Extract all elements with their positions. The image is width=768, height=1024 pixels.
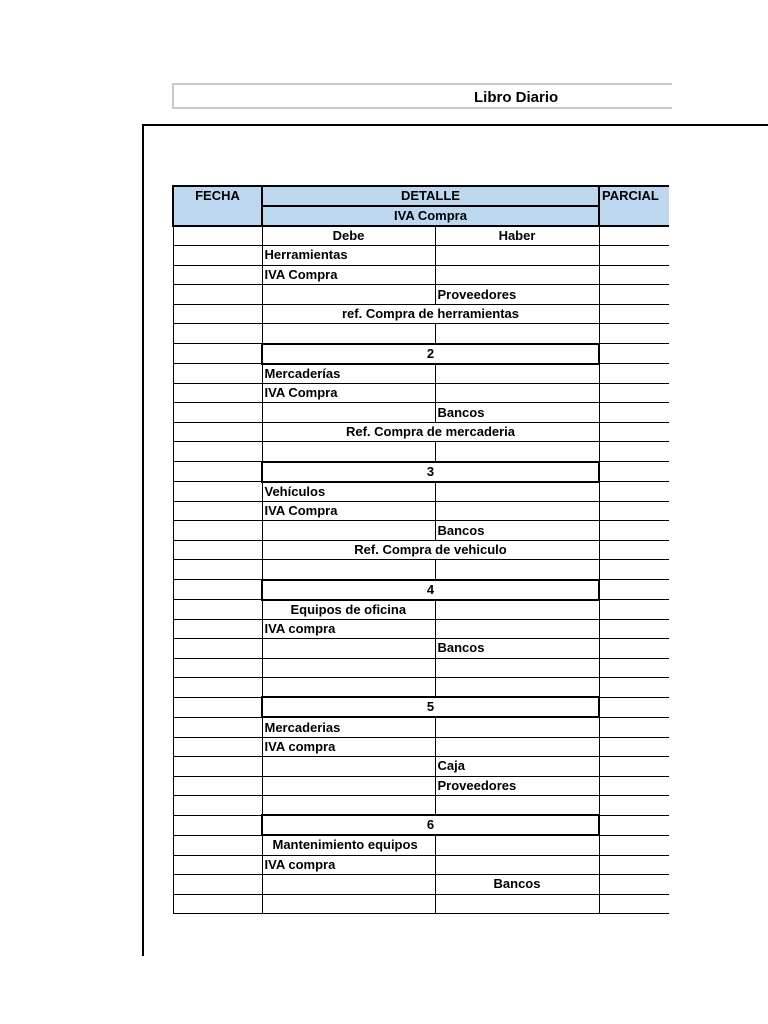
entry3-credit1: Bancos xyxy=(435,521,599,541)
table-row xyxy=(173,658,669,678)
table-row xyxy=(173,482,669,502)
entry5-credit2: Proveedores xyxy=(435,776,599,796)
table-row xyxy=(173,835,669,855)
table-row xyxy=(173,580,669,600)
table-row xyxy=(173,324,669,344)
entry5-debit1: Mercaderias xyxy=(262,717,435,737)
table-row xyxy=(173,364,669,384)
entry4-debit1: Equipos de oficina xyxy=(262,600,435,620)
column-debe: Debe xyxy=(262,226,435,246)
table-row xyxy=(173,265,669,285)
entry3-debit2: IVA Compra xyxy=(262,501,435,521)
table-row xyxy=(173,855,669,875)
entry2-credit1: Bancos xyxy=(435,403,599,423)
header-row xyxy=(173,186,669,206)
table-row xyxy=(173,226,669,246)
entry4-debit2: IVA compra xyxy=(262,619,435,639)
table-row xyxy=(173,285,669,305)
table-row xyxy=(173,815,669,835)
table-row xyxy=(173,737,669,757)
table-row xyxy=(173,796,669,816)
table-row xyxy=(173,600,669,620)
table-row xyxy=(173,540,669,560)
table-row xyxy=(173,521,669,541)
header-fecha: FECHA xyxy=(173,186,262,226)
entry3-ref: Ref. Compra de vehiculo xyxy=(262,540,599,560)
header-iva-compra: IVA Compra xyxy=(262,206,599,226)
table-row xyxy=(173,403,669,423)
table-row xyxy=(173,246,669,266)
entry5-debit2: IVA compra xyxy=(262,737,435,757)
header-detalle: DETALLE xyxy=(262,186,599,206)
title-bar xyxy=(172,83,672,109)
table-row xyxy=(173,383,669,403)
table-row xyxy=(173,422,669,442)
entry2-ref: Ref. Compra de mercaderia xyxy=(262,422,599,442)
entry6-debit1: Mantenimiento equipos xyxy=(262,835,435,855)
table-row xyxy=(173,501,669,521)
header-parcial: PARCIAL xyxy=(599,186,669,226)
table-row xyxy=(173,560,669,580)
ledger-table xyxy=(172,185,669,914)
entry2-number: 2 xyxy=(262,344,599,364)
entry2-debit2: IVA Compra xyxy=(262,383,435,403)
entry1-debit2: IVA Compra xyxy=(262,265,435,285)
entry1-credit1: Proveedores xyxy=(435,285,599,305)
entry5-number: 5 xyxy=(262,697,599,717)
entry5-credit1: Caja xyxy=(435,757,599,777)
entry6-number: 6 xyxy=(262,815,599,835)
table-row xyxy=(173,678,669,698)
entry4-number: 4 xyxy=(262,580,599,600)
table-row xyxy=(173,757,669,777)
entry3-number: 3 xyxy=(262,462,599,482)
table-row xyxy=(173,639,669,659)
column-haber: Haber xyxy=(435,226,599,246)
table-row xyxy=(173,776,669,796)
table-row xyxy=(173,875,669,895)
table-row xyxy=(173,717,669,737)
entry6-credit1: Bancos xyxy=(435,875,599,895)
table-row xyxy=(173,442,669,462)
entry1-ref: ref. Compra de herramientas xyxy=(262,304,599,324)
entry4-credit1: Bancos xyxy=(435,639,599,659)
entry6-debit2: IVA compra xyxy=(262,855,435,875)
table-row xyxy=(173,344,669,364)
table-row xyxy=(173,619,669,639)
entry2-debit1: Mercaderías xyxy=(262,364,435,384)
table-row xyxy=(173,304,669,324)
sheet-border-top xyxy=(142,124,768,126)
entry1-debit1: Herramientas xyxy=(262,246,435,266)
page-title: Libro Diario xyxy=(474,89,559,106)
table-row xyxy=(173,462,669,482)
sheet-border-left xyxy=(142,124,144,956)
table-row xyxy=(173,894,669,914)
table-row xyxy=(173,697,669,717)
entry3-debit1: Vehículos xyxy=(262,482,435,502)
